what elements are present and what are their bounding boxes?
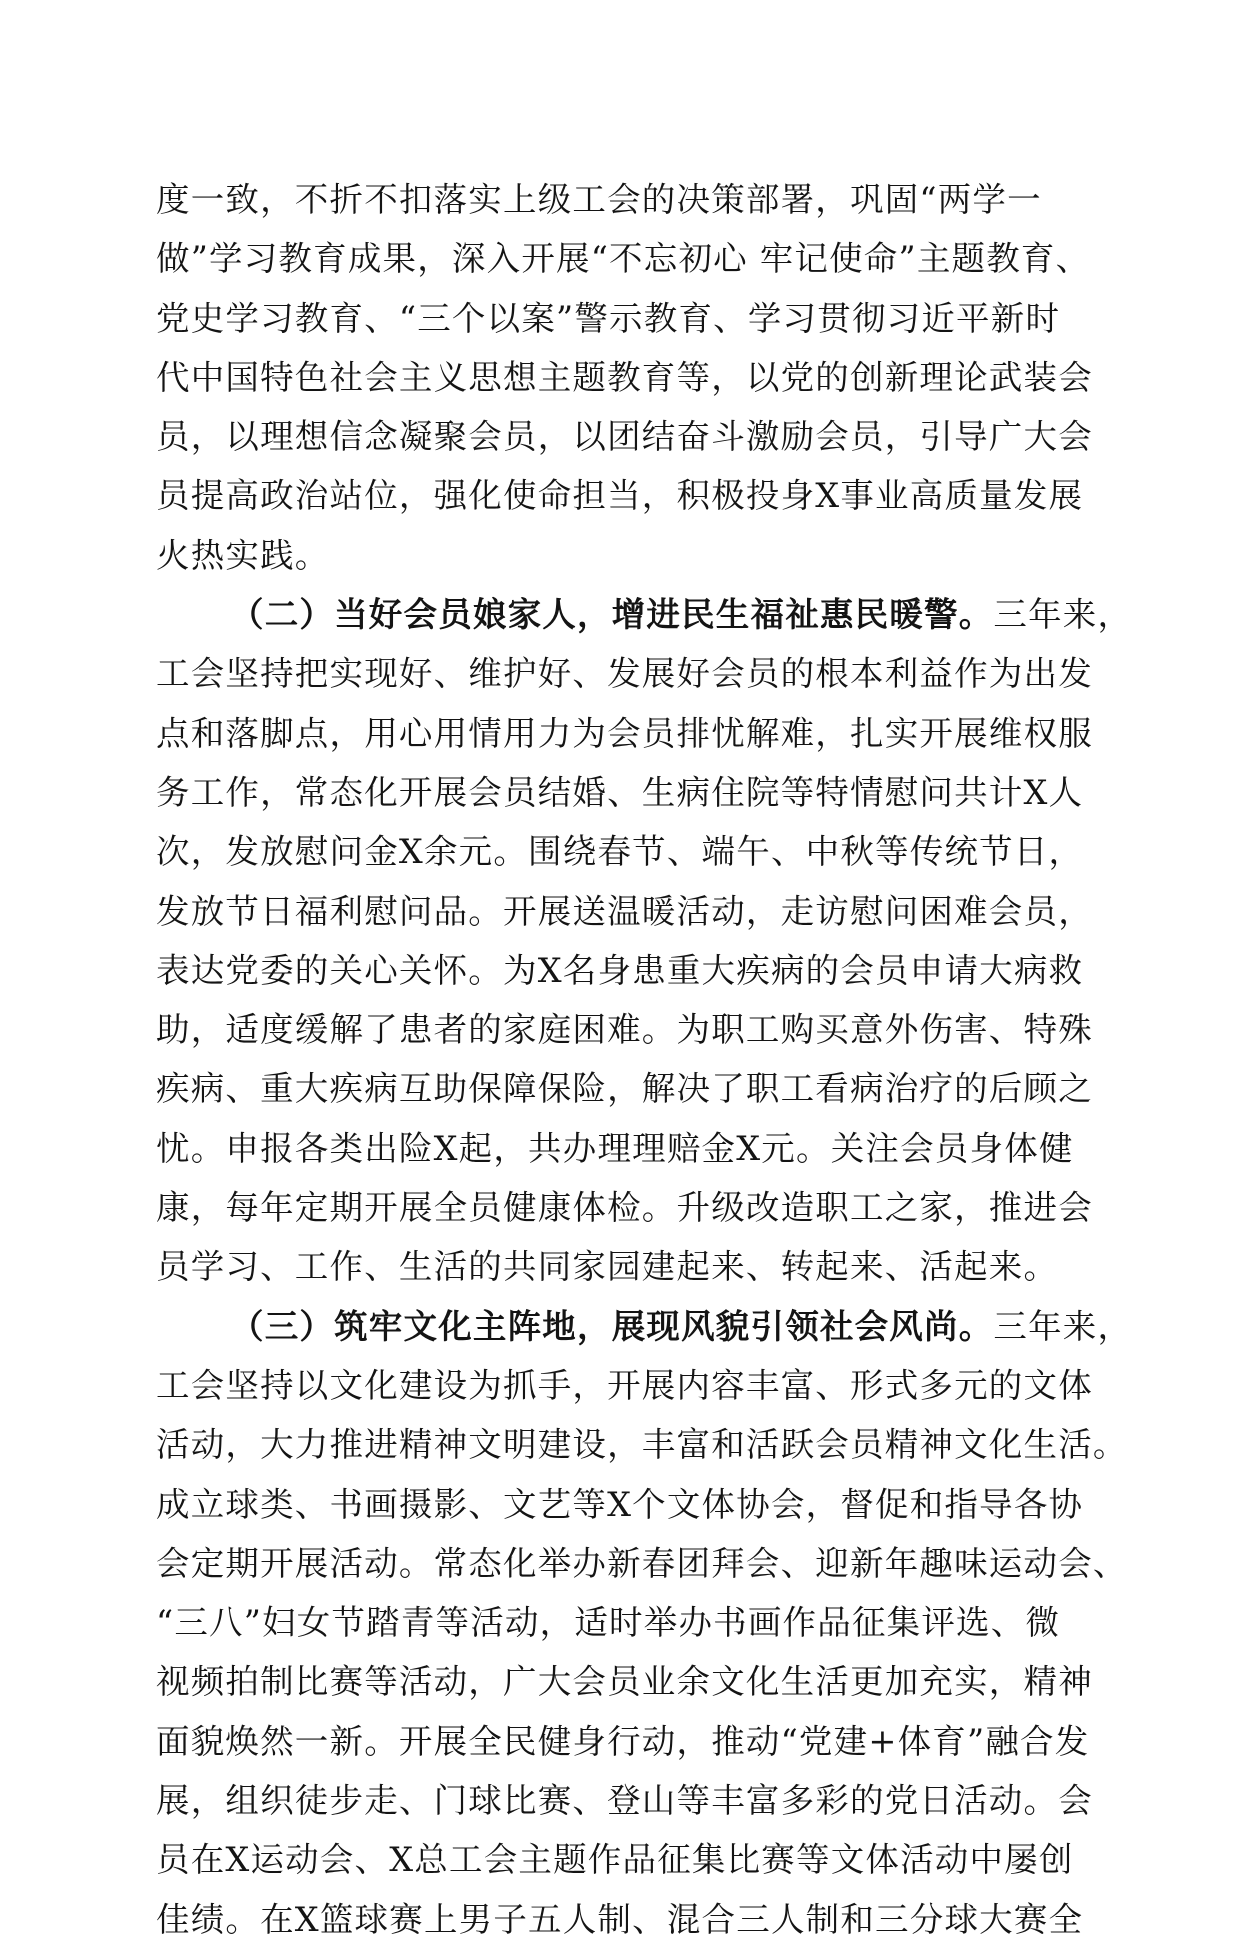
text-line: 佳绩。在X篮球赛上男子五人制、混合三人制和三分球大赛全: [156, 1899, 1084, 1939]
section-heading: （二）当好会员娘家人，增进民生福祉惠民暖警。: [230, 595, 994, 635]
text-fragment: 三年来，: [993, 595, 1133, 635]
text-line: 党史学习教育、“三个以案”警示教育、学习贯彻习近平新时: [156, 298, 1061, 338]
text-line: 表达党委的关心关怀。为X名身患重大疾病的会员申请大病救: [156, 950, 1084, 990]
text-line: 展，组织徒步走、门球比赛、登山等丰富多彩的党日活动。会: [156, 1781, 1093, 1821]
text-line: 发放节日福利慰问品。开展送温暖活动，走访慰问困难会员，: [156, 891, 1093, 931]
text-line: [156, 1297, 1133, 1356]
text-line: 会定期开展活动。常态化举办新春团拜会、迎新年趣味运动会、: [156, 1543, 1128, 1583]
paragraph-party-education: [156, 170, 1093, 585]
text-line: 疾病、重大疾病互助保障保险，解决了职工看病治疗的后顾之: [156, 1069, 1093, 1109]
text-line: 康，每年定期开展全员健康体检。升级改造职工之家，推进会: [156, 1188, 1093, 1228]
text-line: 员学习、工作、生活的共同家园建起来、转起来、活起来。: [156, 1247, 1059, 1287]
text-fragment: 三年来，: [993, 1306, 1133, 1346]
document-body: [156, 170, 1133, 1949]
text-line: 面貌焕然一新。开展全民健身行动，推动“党建+体育”融合发: [156, 1721, 1090, 1761]
text-line: 员提高政治站位，强化使命担当，积极投身X事业高质量发展: [156, 476, 1084, 516]
text-line: 工会坚持把实现好、维护好、发展好会员的根本利益作为出发: [156, 654, 1093, 694]
text-line: 成立球类、书画摄影、文艺等X个文体协会，督促和指导各协: [156, 1484, 1084, 1524]
text-line: 火热实践。: [156, 535, 330, 575]
text-line: 代中国特色社会主义思想主题教育等，以党的创新理论武装会: [156, 357, 1093, 397]
text-line: 忧。申报各类出险X起，共办理理赔金X元。关注会员身体健: [156, 1128, 1074, 1168]
text-line: 活动，大力推进精神文明建设，丰富和活跃会员精神文化生活。: [156, 1425, 1128, 1465]
section-heading: （三）筑牢文化主阵地，展现风貌引领社会风尚。: [230, 1306, 994, 1346]
paragraph-culture: [156, 1297, 1133, 1949]
text-line: 工会坚持以文化建设为抓手，开展内容丰富、形式多元的文体: [156, 1365, 1093, 1405]
text-line: 点和落脚点，用心用情用力为会员排忧解难，扎实开展维权服: [156, 713, 1093, 753]
text-line: 次，发放慰问金X余元。围绕春节、端午、中秋等传统节日，: [156, 832, 1084, 872]
text-line: 务工作，常态化开展会员结婚、生病住院等特情慰问共计X人: [156, 772, 1084, 812]
text-line: 视频拍制比赛等活动，广大会员业余文化生活更加充实，精神: [156, 1662, 1093, 1702]
text-line: [156, 585, 1133, 644]
paragraph-member-welfare: [156, 585, 1133, 1297]
text-line: 员在X运动会、X总工会主题作品征集比赛等文体活动中屡创: [156, 1840, 1074, 1880]
text-line: 做”学习教育成果，深入开展“不忘初心 牢记使命”主题教育、: [156, 239, 1091, 279]
text-line: 员，以理想信念凝聚会员，以团结奋斗激励会员，引导广大会: [156, 417, 1093, 457]
text-line: 助，适度缓解了患者的家庭困难。为职工购买意外伤害、特殊: [156, 1010, 1093, 1050]
text-line: “三八”妇女节踏青等活动，适时举办书画作品征集评选、微: [156, 1603, 1061, 1643]
text-line: 度一致，不折不扣落实上级工会的决策部署，巩固“两学一: [156, 180, 1042, 219]
